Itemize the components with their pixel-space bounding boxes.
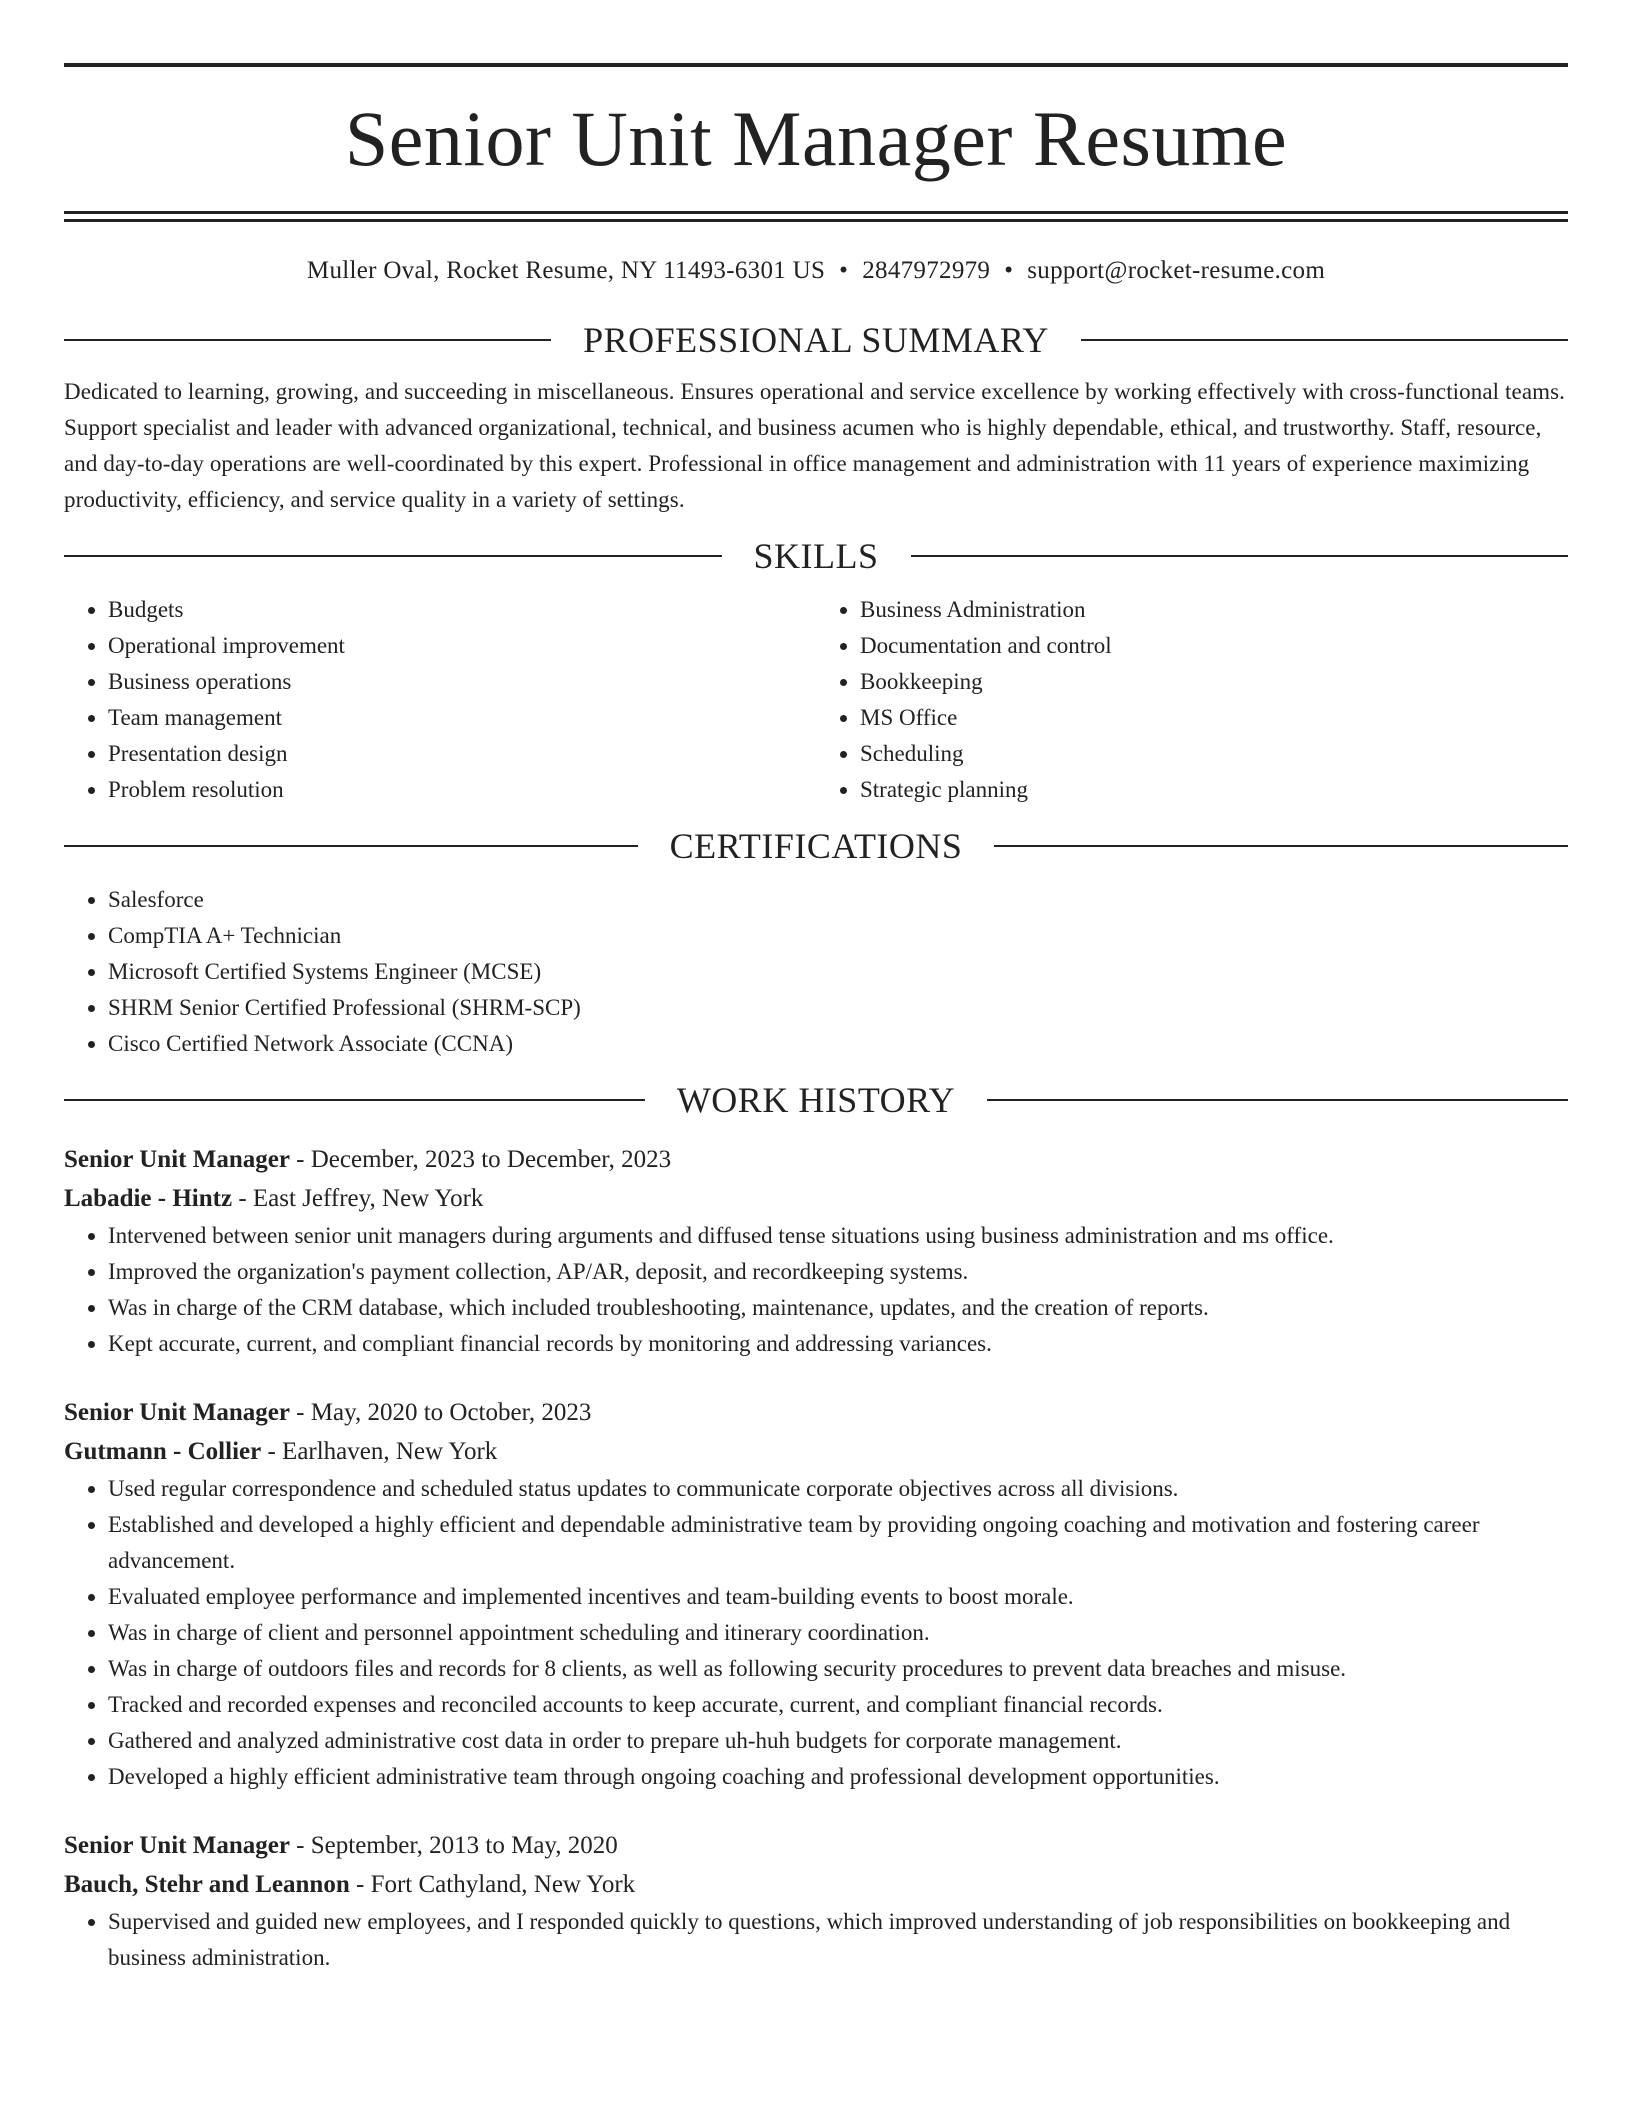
title-double-rule	[64, 211, 1568, 222]
contact-separator: •	[1004, 257, 1014, 284]
skill-item: • Business Administration	[860, 592, 1568, 628]
certification-item: • SHRM Senior Certified Professional (SHRM-SCP)	[108, 990, 1568, 1026]
skill-item: • Business operations	[108, 664, 816, 700]
certification-item: • CompTIA A+ Technician	[108, 918, 1568, 954]
job-dates: - May, 2020 to October, 2023	[289, 1399, 592, 1426]
certification-item: • Cisco Certified Network Associate (CCNA)	[108, 1026, 1568, 1062]
certifications-heading-label: CERTIFICATIONS	[669, 826, 963, 866]
heading-rule-left	[64, 555, 722, 557]
responsibility-item: • Intervened between senior unit managers during arguments and diffused tense situations using business administration and ms office.	[108, 1218, 1568, 1254]
skill-item: • Problem resolution	[108, 772, 816, 808]
certifications-heading	[64, 826, 1568, 866]
job-responsibilities	[64, 1471, 1568, 1795]
skill-item: • Presentation design	[108, 736, 816, 772]
heading-rule-left	[64, 845, 638, 847]
responsibility-item: • Established and developed a highly efficient and dependable administrative team by providing ongoing coaching and motivation and fostering career advancement.	[108, 1507, 1568, 1579]
responsibility-item: • Improved the organization's payment collection, AP/AR, deposit, and recordkeeping systems.	[108, 1254, 1568, 1290]
job-dates: - September, 2013 to May, 2020	[289, 1832, 618, 1859]
top-rule	[64, 63, 1568, 67]
work-history-heading-label: WORK HISTORY	[676, 1080, 956, 1120]
contact-email: support@rocket-resume.com	[1027, 257, 1326, 284]
skills-heading-label: SKILLS	[753, 536, 879, 576]
heading-rule-right	[987, 1099, 1568, 1101]
job-responsibilities	[64, 1904, 1568, 1976]
skill-item: • Scheduling	[860, 736, 1568, 772]
job-location: - Earlhaven, New York	[261, 1438, 498, 1465]
job-title-line	[64, 1140, 1568, 1179]
job-company-line	[64, 1865, 1568, 1904]
responsibility-item: • Used regular correspondence and scheduled status updates to communicate corporate objectives across all divisions.	[108, 1471, 1568, 1507]
job-title: Senior Unit Manager	[64, 1146, 290, 1173]
responsibility-item: • Developed a highly efficient administrative team through ongoing coaching and professional development opportunities.	[108, 1759, 1568, 1795]
skill-item: • Documentation and control	[860, 628, 1568, 664]
job-dates: - December, 2023 to December, 2023	[289, 1146, 672, 1173]
job-location: - East Jeffrey, New York	[232, 1185, 484, 1212]
skill-item: • Operational improvement	[108, 628, 816, 664]
job-location: - Fort Cathyland, New York	[349, 1871, 636, 1898]
contact-phone: 2847972979	[862, 257, 991, 284]
contact-line	[64, 256, 1568, 286]
responsibility-item: • Was in charge of client and personnel appointment scheduling and itinerary coordination.	[108, 1615, 1568, 1651]
certification-item: • Salesforce	[108, 882, 1568, 918]
certification-item: • Microsoft Certified Systems Engineer (MCSE)	[108, 954, 1568, 990]
heading-rule-left	[64, 1099, 645, 1101]
summary-text: Dedicated to learning, growing, and succeeding in miscellaneous. Ensures operational and service excellence by working effectively with cross-functional teams. Support specialist and leader with advanced organizational, technical, and business acumen who is highly dependable, ethical, and trustworthy. Staff, resource, and day-to-day operations are well-coordinated by this expert. Professional in office management and administration with 11 years of experience maximizing productivity, efficiency, and service quality in a variety of settings.	[64, 379, 1566, 512]
skill-item: • Strategic planning	[860, 772, 1568, 808]
job-company-line	[64, 1179, 1568, 1218]
skills-heading	[64, 536, 1568, 576]
skill-item: • Team management	[108, 700, 816, 736]
job-title-line	[64, 1826, 1568, 1865]
job-entry	[64, 1140, 1568, 1362]
resume-page	[64, 0, 1568, 1976]
responsibility-item: • Gathered and analyzed administrative cost data in order to prepare uh-huh budgets for corporate management.	[108, 1723, 1568, 1759]
skill-item: • MS Office	[860, 700, 1568, 736]
heading-rule-left	[64, 339, 551, 341]
contact-address: Muller Oval, Rocket Resume, NY 11493-6301 US	[306, 257, 826, 284]
contact-separator: •	[839, 257, 849, 284]
job-company: Gutmann - Collier	[64, 1438, 262, 1465]
skill-item: • Budgets	[108, 592, 816, 628]
responsibility-item: • Was in charge of outdoors files and records for 8 clients, as well as following security procedures to prevent data breaches and misuse.	[108, 1651, 1568, 1687]
responsibility-item: • Tracked and recorded expenses and reconciled accounts to keep accurate, current, and compliant financial records.	[108, 1687, 1568, 1723]
heading-rule-right	[911, 555, 1569, 557]
skills-columns	[64, 592, 1568, 808]
skill-item: • Bookkeeping	[860, 664, 1568, 700]
job-company: Labadie - Hintz	[64, 1185, 233, 1212]
heading-rule-right	[1081, 339, 1568, 341]
job-company: Bauch, Stehr and Leannon	[64, 1871, 350, 1898]
job-title: Senior Unit Manager	[64, 1832, 290, 1859]
responsibility-item: • Evaluated employee performance and implemented incentives and team-building events to boost morale.	[108, 1579, 1568, 1615]
summary-heading-label: PROFESSIONAL SUMMARY	[583, 320, 1049, 360]
page-title: Senior Unit Manager Resume	[344, 95, 1288, 182]
summary-heading	[64, 320, 1568, 360]
heading-rule-right	[994, 845, 1568, 847]
skills-list-right	[816, 592, 1568, 808]
certifications-list	[64, 882, 1568, 1062]
job-title: Senior Unit Manager	[64, 1399, 290, 1426]
job-responsibilities	[64, 1218, 1568, 1362]
responsibility-item: • Kept accurate, current, and compliant financial records by monitoring and addressing variances.	[108, 1326, 1568, 1362]
job-title-line	[64, 1393, 1568, 1432]
work-history-heading	[64, 1080, 1568, 1120]
skills-list-left	[64, 592, 816, 808]
job-company-line	[64, 1432, 1568, 1471]
responsibility-item: • Was in charge of the CRM database, which included troubleshooting, maintenance, updates, and the creation of reports.	[108, 1290, 1568, 1326]
job-entry	[64, 1826, 1568, 1976]
responsibility-item: • Supervised and guided new employees, and I responded quickly to questions, which improved understanding of job responsibilities on bookkeeping and business administration.	[108, 1904, 1568, 1976]
job-entry	[64, 1393, 1568, 1795]
